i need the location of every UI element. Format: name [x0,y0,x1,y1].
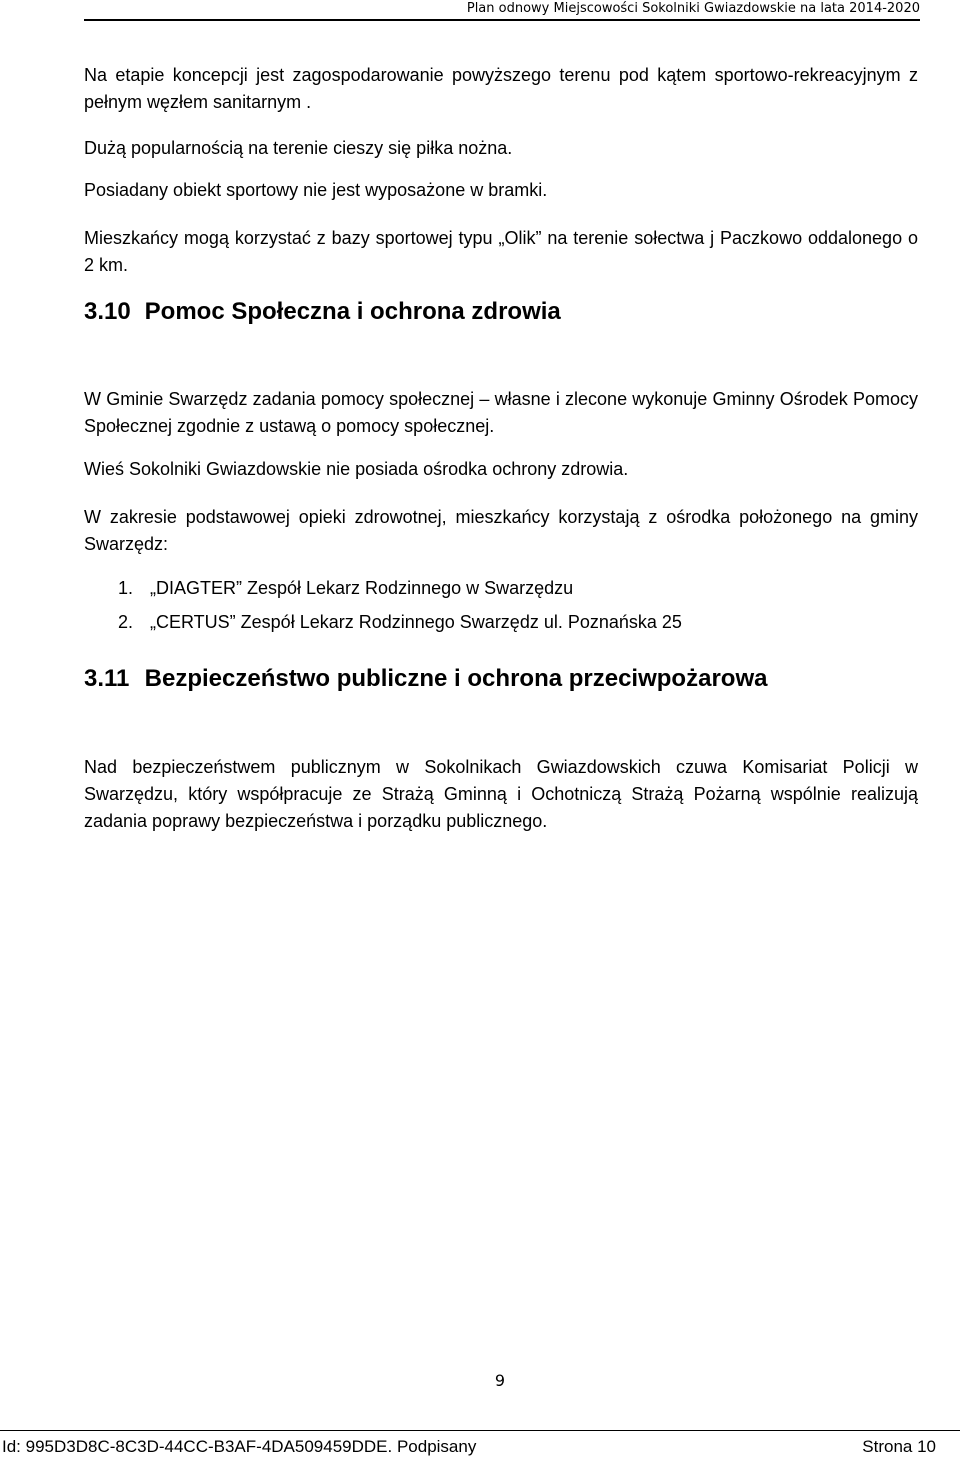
list-item-text: „DIAGTER” Zespół Lekarz Rodzinnego w Swarzędzu [150,578,574,598]
section-title: Bezpieczeństwo publiczne i ochrona przeciwpożarowa [144,665,768,692]
paragraph-public-safety: Nad bezpieczeństwem publicznym w Sokolnikach Gwiazdowskich czuwa Komisariat Policji w Swarzędzu, który współpracuje ze Strażą Gminną i Ochotniczą Strażą Pożarną wspólnie realizują zadania poprawy bezpieczeństwa i porządku publicznego. [84,757,918,831]
list-item-text: „CERTUS” Zespół Lekarz Rodzinnego Swarzędz ul. Poznańska 25 [150,612,682,632]
paragraph-no-health-center: Wieś Sokolniki Gwiazdowskie nie posiada ośrodka ochrony zdrowia. [84,459,629,479]
page-number: 9 [494,1371,506,1390]
paragraph-intro: Na etapie koncepcji jest zagospodarowanie powyższego terenu pod kątem sportowo-rekreacyjnym z pełnym węzłem sanitarnym . [84,65,918,112]
section-number: 3.10 [84,298,131,325]
footer-document-id: Id: 995D3D8C-8C3D-44CC-B3AF-4DA509459DDE. Podpisany [2,1437,477,1456]
list-item [118,609,682,636]
paragraph-olik: Mieszkańcy mogą korzystać z bazy sportowej typu „Olik” na terenie sołectwa j Paczkowo oddalonego o 2 km. [84,228,918,275]
section-number: 3.11 [84,665,130,692]
running-header: Plan odnowy Miejscowości Sokolniki Gwiazdowskie na lata 2014-2020 [466,1,920,16]
list-marker: 1. [118,578,134,598]
list-marker: 2. [118,612,134,632]
paragraph-social-help: W Gminie Swarzędz zadania pomocy społecznej – własne i zlecone wykonuje Gminny Ośrodek Pomocy Społecznej zgodnie z ustawą o pomocy społecznej. [84,389,918,436]
paragraph-football: Dużą popularnością na terenie cieszy się piłka nożna. [84,138,513,158]
list-item [118,575,573,602]
header-rule [84,19,920,21]
section-title: Pomoc Społeczna i ochrona zdrowia [144,298,561,325]
section-heading-3-11 [84,664,767,694]
footer-rule [0,1430,960,1431]
paragraph-primary-care: W zakresie podstawowej opieki zdrowotnej, mieszkańcy korzystają z ośrodka położonego na gminy Swarzędz: [84,507,918,554]
section-heading-3-10 [84,297,561,327]
footer-page-label: Strona 10 [862,1437,936,1456]
paragraph-equipment: Posiadany obiekt sportowy nie jest wyposażone w bramki. [84,180,548,200]
